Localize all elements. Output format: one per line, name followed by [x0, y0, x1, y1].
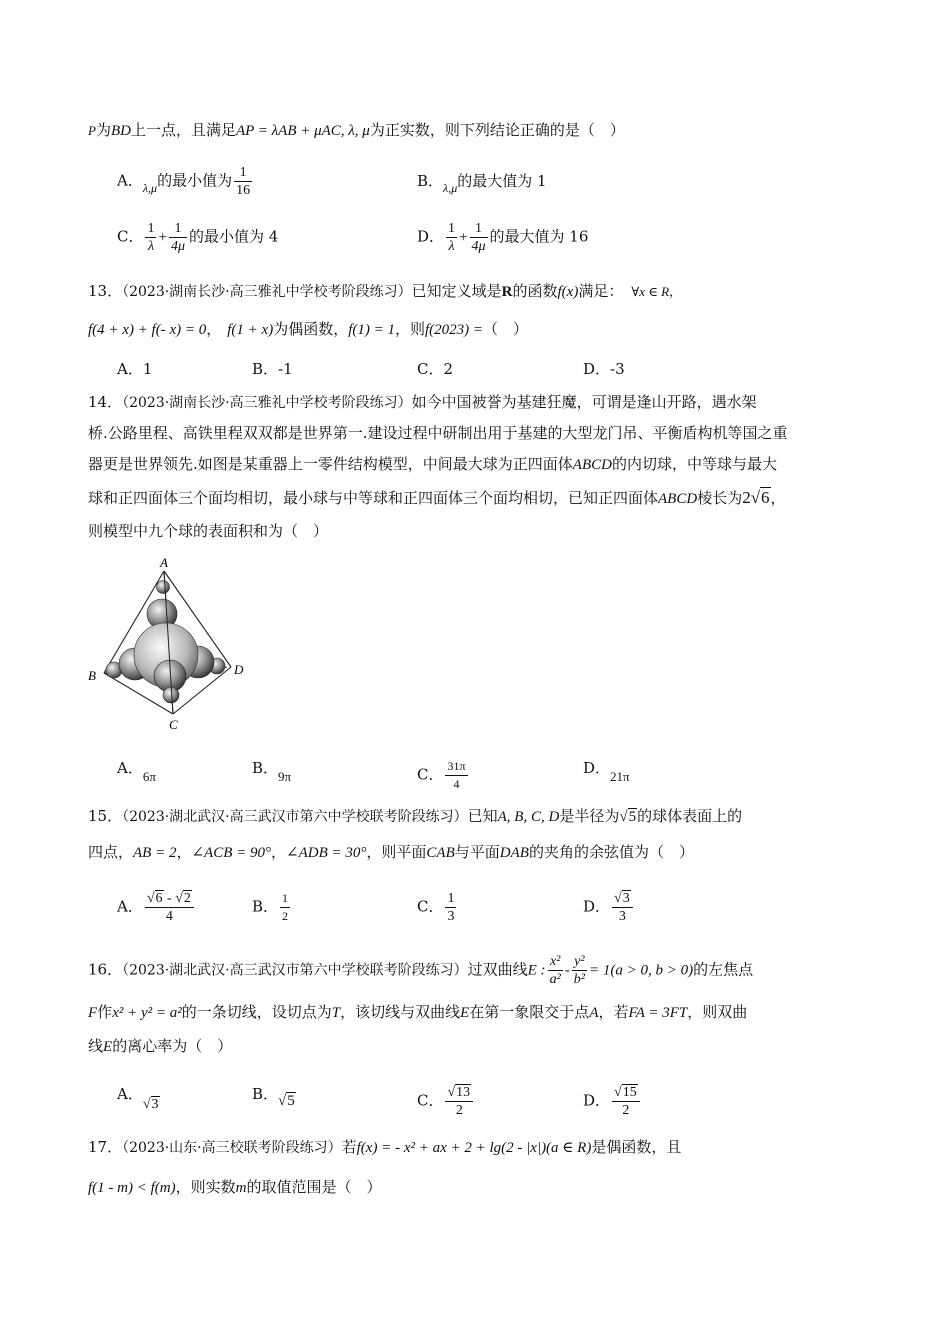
vertex-label-d: D	[234, 662, 244, 677]
vertex-label-a: A	[160, 555, 168, 570]
q12-option-c[interactable]: C． $\frac{1}{\lambda}$ + $\frac{1}{4\mu}$ 的最小值为 4	[117, 221, 279, 254]
q14-option-d[interactable]: D．21π	[583, 759, 630, 784]
q16-option-b[interactable]: B．√5	[252, 1085, 295, 1109]
tetrahedron-spheres-figure	[84, 552, 254, 734]
q15-stem-line1: 15．（2023·湖北武汉·高三武汉市第六中学校联考阶段练习）已知A, B, C, D是半径为√5的球体表面上的	[88, 807, 743, 825]
q13-stem-line1: 13．（2023·湖南长沙·高三雅礼中学校考阶段练习）已知定义域是R的函数f(x)满足： ∀x ∈ R，	[88, 282, 683, 300]
q14-stem-line4: 球和正四面体三个面均相切，最小球与中等球和正四面体三个面均相切，已知正四面体ABCD棱长为2√6，	[88, 488, 786, 507]
q13-stem-line2: f(4 + x) + f(- x) = 0， f(1 + x)为偶函数，f(1) = 1，则f(2023) =（ ）	[88, 320, 529, 338]
q16-option-a[interactable]: A．√3	[117, 1085, 159, 1112]
q17-stem-line2: f(1 - m) < f(m)，则实数m的取值范围是（ ）	[88, 1178, 382, 1196]
q14-stem-line2: 桥.公路里程、高铁里程双双都是世界第一.建设过程中研制出用于基建的大型龙门吊、平衡盾构机等国之重	[88, 424, 788, 442]
q12-option-d[interactable]: D． $\frac{1}{\lambda}$ + $\frac{1}{4\mu}$ 的最大值为 16	[417, 221, 589, 254]
q14-option-c[interactable]: C． $\frac{31\pi}{4}$	[417, 759, 466, 791]
q14-stem-line1: 14．（2023·湖南长沙·高三雅礼中学校考阶段练习）如今中国被誉为基建狂魔，可谓是逢山开路，遇水架	[88, 393, 757, 411]
q16-stem-line1: 16．（2023·湖北武汉·高三武汉市第六中学校联考阶段练习）过双曲线E : $\frac{\text{x²}}{\text{a²}}$ - $\frac{\text{y²}}{\text{b²}}$ = 1(a > 0, b > 0)的左焦点	[88, 954, 754, 987]
q15-option-c[interactable]: C． $\frac{1}{3}$	[417, 891, 455, 924]
vertex-label-b: B	[88, 668, 96, 683]
q15-stem-line2: 四点，AB = 2，∠ACB = 90°，∠ADB = 30°，则平面CAB与平面DAB的夹角的余弦值为（ ）	[88, 843, 694, 861]
q12-option-b[interactable]: B．$_{\lambda,\mu}$的最大值为 1	[417, 172, 547, 195]
fraction: $\frac{1}{16}$	[236, 165, 251, 198]
small-sphere-top	[157, 581, 170, 594]
vertex-label-c: C	[169, 717, 178, 732]
q14-option-a[interactable]: A．6π	[117, 759, 156, 784]
q12-stem-line: P为BD上一点，且满足AP = λAB + μAC, λ, μ为正实数，则下列结论正确的是（ ）	[88, 121, 625, 139]
q17-stem-line1: 17．（2023·山东·高三校联考阶段练习）若f(x) = - x² + ax + 2 + lg(2 - |x|)(a ∈ R)是偶函数，且	[88, 1138, 682, 1156]
q13-option-a[interactable]: A．1	[117, 360, 153, 378]
q16-option-c[interactable]: C． $\frac{√13}{2}$	[417, 1084, 475, 1119]
q13-option-b[interactable]: B．-1	[252, 360, 293, 378]
q12-option-a[interactable]: A．$_{\lambda,\mu}$的最小值为 $\frac{1}{16}$	[117, 165, 251, 198]
q14-stem-line3: 器更是世界领先.如图是某重器上一零件结构模型，中间最大球为正四面体ABCD的内切球，中等球与最大	[88, 455, 777, 473]
q15-option-d[interactable]: D． $\frac{√3}{3}$	[583, 890, 635, 925]
q15-option-a[interactable]: A． $\frac{√6 - √2}{4}$	[117, 890, 196, 925]
q13-option-c[interactable]: C．2	[417, 360, 454, 378]
q16-option-d[interactable]: D． $\frac{√15}{2}$	[583, 1084, 642, 1119]
q16-stem-line3: 线E的离心率为（ ）	[88, 1037, 233, 1055]
q14-stem-line5: 则模型中九个球的表面积和为（ ）	[88, 522, 329, 540]
q14-option-b[interactable]: B．9π	[252, 759, 292, 784]
q13-option-d[interactable]: D．-3	[583, 360, 625, 378]
q15-option-b[interactable]: B． $\frac{1}{2}$	[252, 891, 289, 923]
q16-stem-line2: F作x² + y² = a²的一条切线，设切点为T，该切线与双曲线E在第一象限交于点A，若FA = 3FT，则双曲	[88, 1003, 748, 1021]
